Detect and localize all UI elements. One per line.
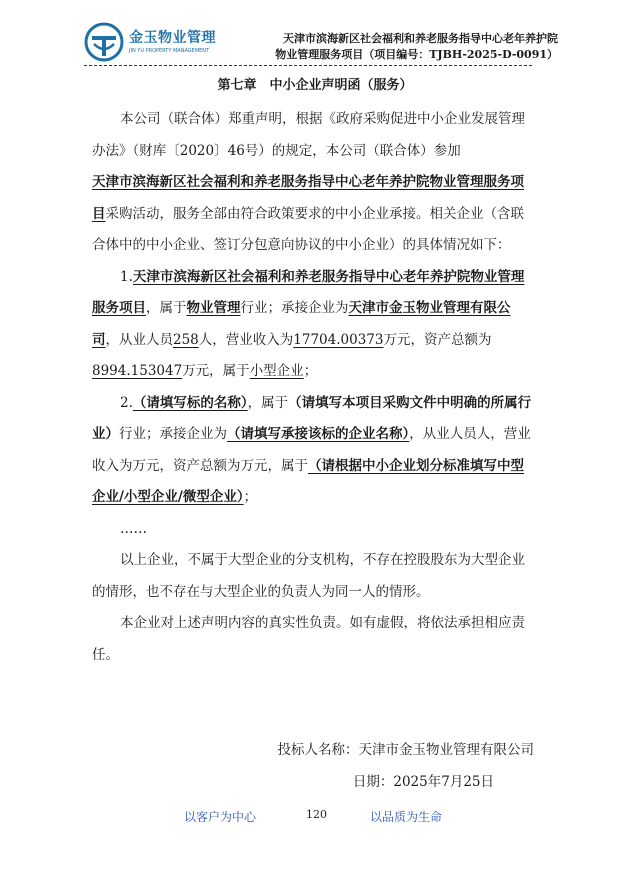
- item-1-text: ，属于: [146, 300, 187, 316]
- header-line-1: 天津市滨海新区社会福利和养老服务指导中心老年养护院: [283, 32, 558, 45]
- project-name: 天津市滨海新区社会福利和养老服务指导中心老年养护院物业管理服务项目: [92, 174, 524, 222]
- sign-date: 日期：2025年7月25日: [352, 773, 494, 790]
- page-header: [0, 0, 630, 72]
- page-footer: [0, 808, 630, 828]
- paragraph-not-large: 以上企业，不属于大型企业的分支机构，不存在控股股东为大型企业的情形，也不存在与大型企业的负责人为同一人的情形。: [92, 552, 525, 600]
- header-project-title: [275, 31, 558, 63]
- bidder-name: 投标人名称：天津市金玉物业管理有限公司: [277, 742, 534, 758]
- logo-english-name: JIN YU PROPERTY MANAGEMENT: [129, 48, 210, 54]
- intro-text-2: 采购活动，服务全部由符合政策要求的中小企业承接。相关企业（含联合体中的中小企业、签订分包意向协议的中小企业）的具体情况如下：: [92, 205, 524, 253]
- item-2-company: （请填写承接该标的企业名称）: [227, 426, 410, 442]
- ellipsis: ……: [120, 520, 147, 537]
- logo-mark-icon: [84, 22, 124, 62]
- item-2-text: ，属于: [247, 394, 289, 411]
- item-1-text: 人，营业收入为: [198, 331, 294, 348]
- item-2-number: 2.: [120, 394, 133, 411]
- item-1-text: ，从业人员: [105, 331, 173, 348]
- item-1-text: 万元，属于: [182, 363, 250, 379]
- item-2-name: （请填写标的名称）: [132, 394, 248, 411]
- header-line-2: 物业管理服务项目（项目编号：TJBH-2025-D-0091）: [275, 48, 558, 61]
- page-number: 120: [306, 808, 327, 821]
- item-1-type: 小型企业: [249, 363, 304, 379]
- item-2: [92, 388, 536, 514]
- company-logo: [84, 22, 219, 64]
- intro-text: 本公司（联合体）郑重声明，根据《政府采购促进中小企业发展管理办法》（财库〔2020〕46号）的规定，本公司（联合体）参加: [92, 111, 525, 159]
- item-2-type: （请根据中小企业划分标准填写中型企业/小型企业/微型企业）: [92, 457, 524, 505]
- item-2-text: 行业；承接企业为: [119, 426, 227, 442]
- footer-slogan-right: 以品质为生命: [370, 810, 443, 824]
- item-1-company: 天津市金玉物业管理有限公司: [92, 300, 511, 348]
- paragraph-responsibility: 本企业对上述声明内容的真实性负责。如有虚假，将依法承担相应责任。: [92, 615, 525, 663]
- header-divider: [84, 65, 532, 66]
- item-1-staff: 258: [173, 331, 199, 348]
- signature-block: [278, 735, 535, 798]
- item-1-assets: 8994.153047: [92, 363, 183, 379]
- paragraph-intro: [92, 104, 536, 262]
- item-1-number: 1.: [120, 268, 133, 285]
- item-1-name: 天津市滨海新区社会福利和养老服务指导中心老年养护院物业管理服务项目: [92, 268, 525, 316]
- item-1-text: 万元，资产总额为: [383, 331, 492, 348]
- item-1-text: ；: [303, 363, 318, 379]
- item-1-revenue: 17704.00373: [293, 331, 384, 348]
- item-1-industry: 物业管理: [186, 300, 241, 316]
- item-2-text: ，从业人员人，营业收入为万元，资产总额为万元，属于: [92, 426, 531, 474]
- item-2-text: ；: [243, 489, 258, 505]
- item-1: [92, 262, 536, 388]
- item-1-text: 行业；承接企业为: [240, 300, 349, 316]
- chapter-title: 第七章 中小企业声明函（服务）: [217, 78, 413, 93]
- footer-slogan-left: 以客户为中心: [184, 810, 257, 824]
- logo-chinese-name: 金玉物业管理: [129, 30, 216, 46]
- item-2-industry: （请填写本项目采购文件中明确的所属行业）: [92, 394, 532, 442]
- declaration-body: [92, 104, 536, 671]
